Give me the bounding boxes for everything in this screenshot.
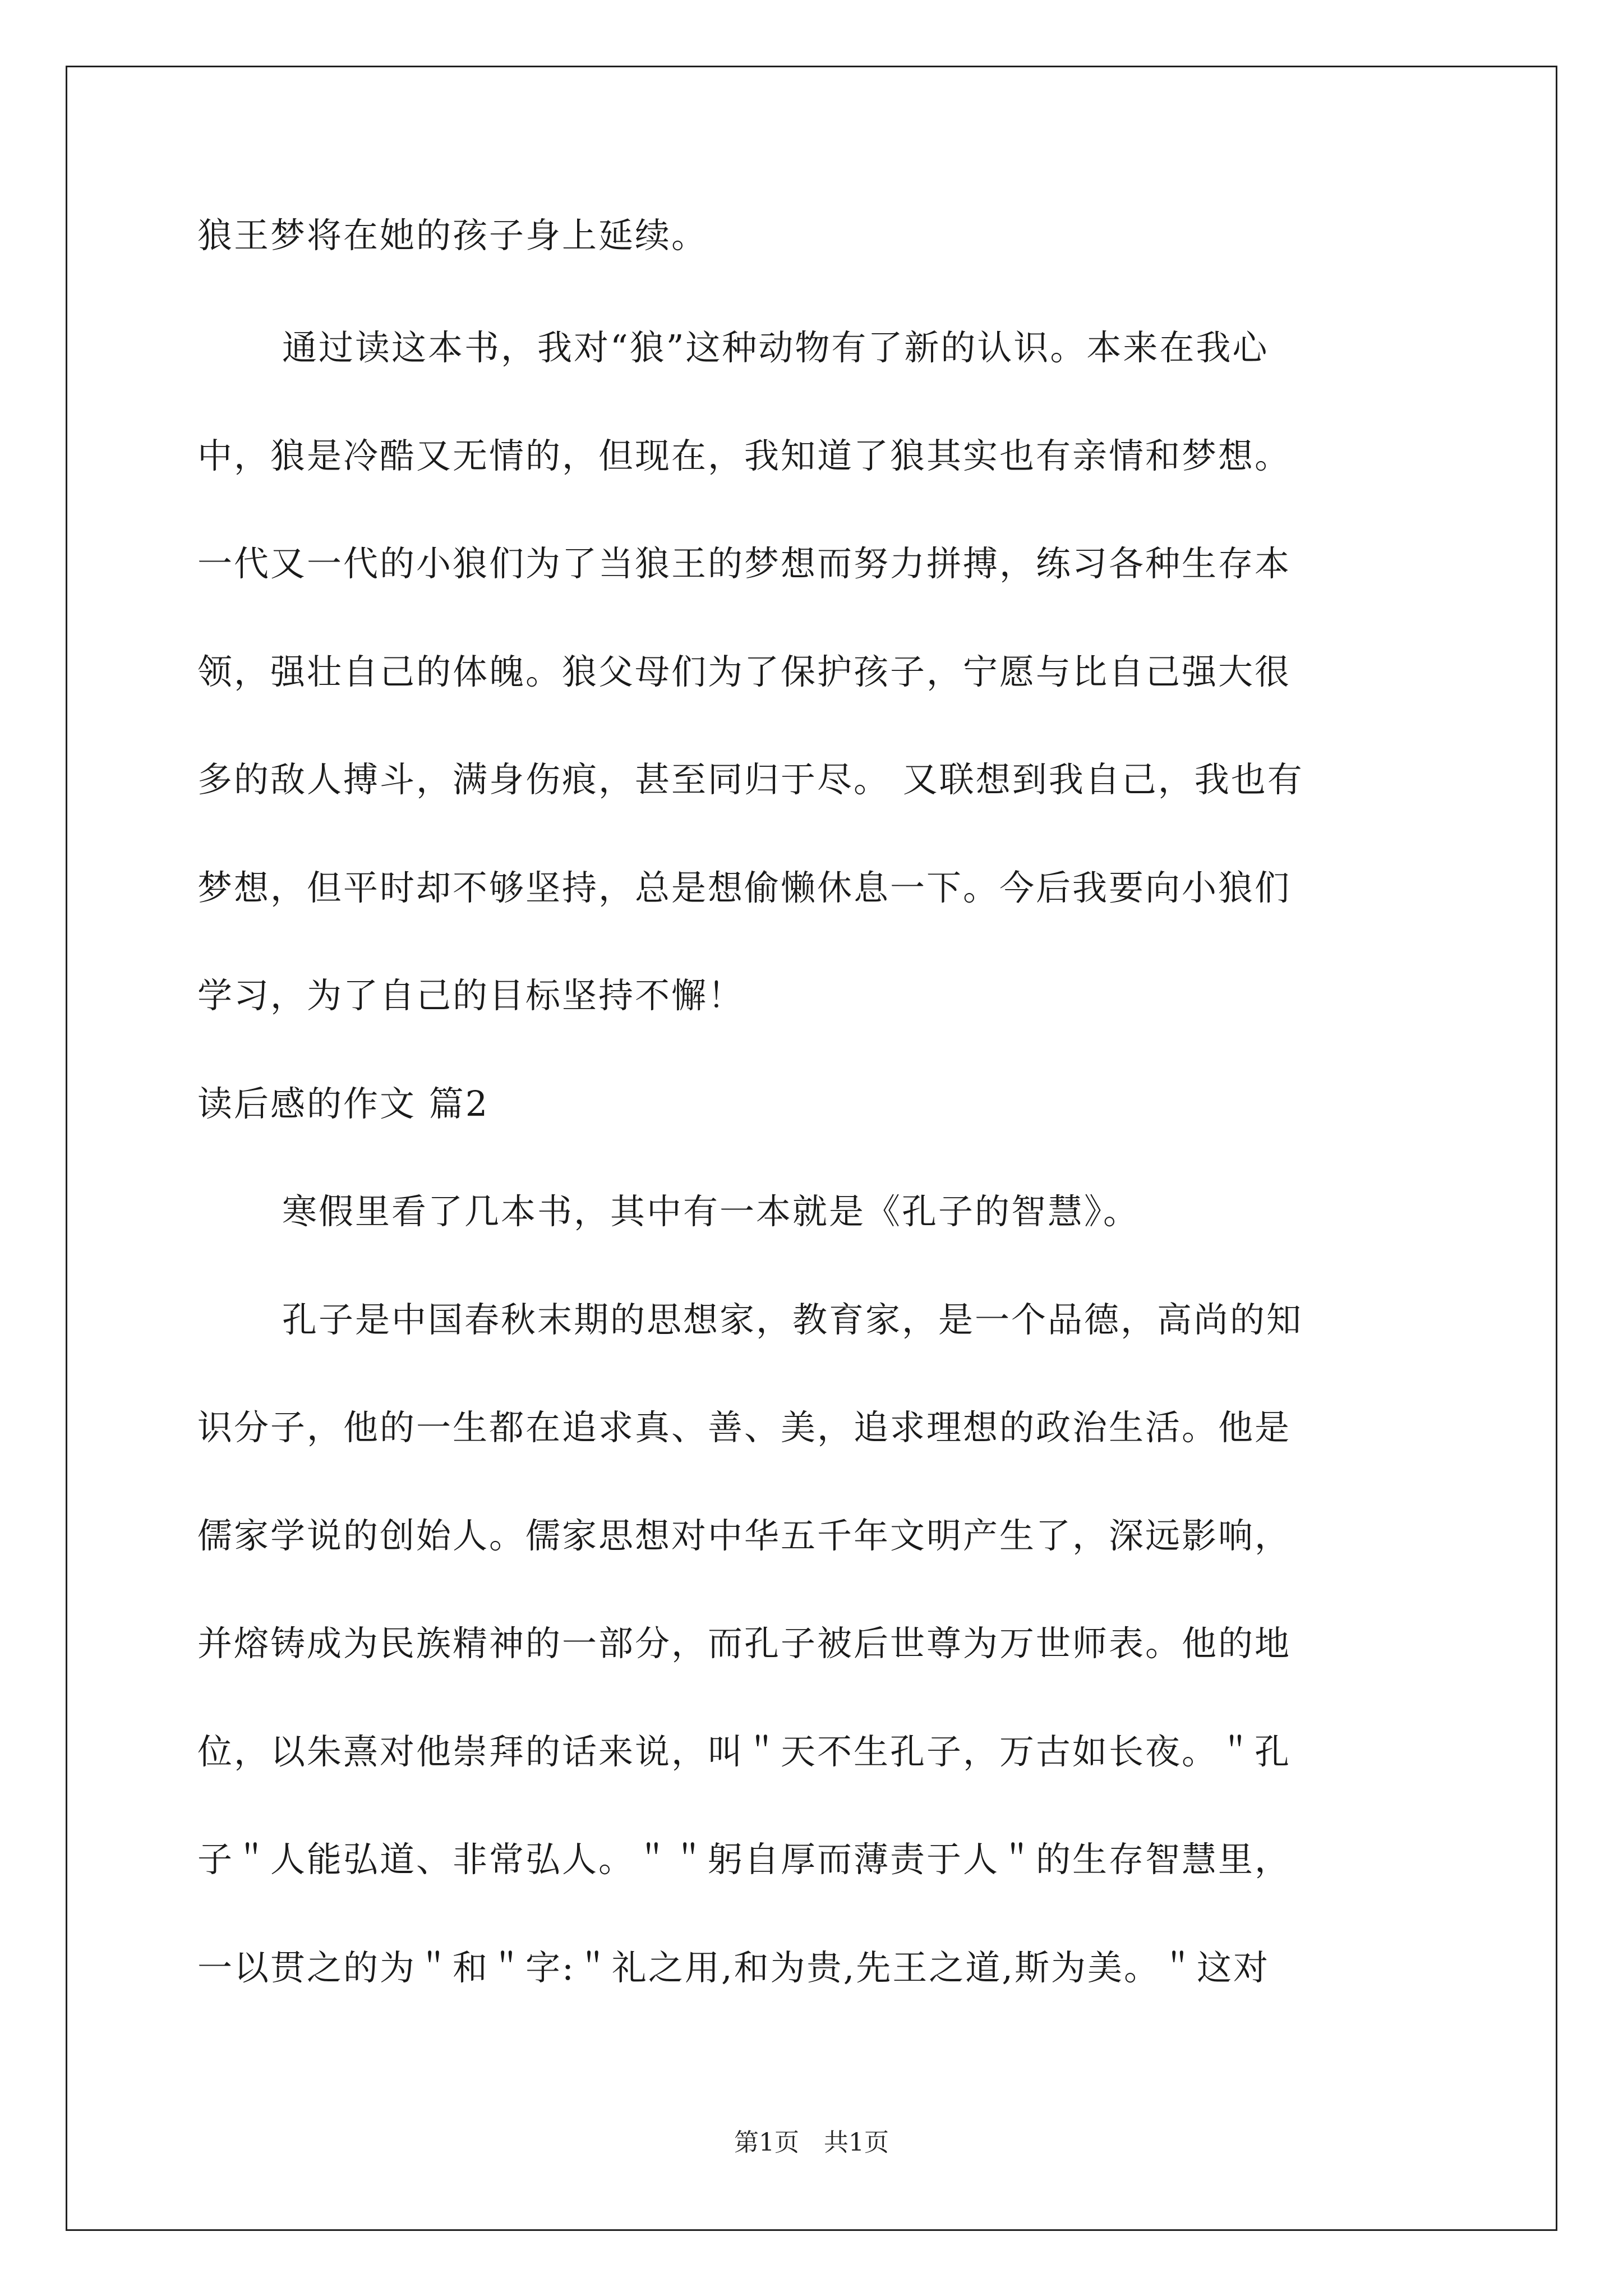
- page-border: [66, 66, 1557, 2231]
- text-line: 识分子，他的一生都在追求真、善、美，追求理想的政治生活。他是: [197, 1407, 1292, 1448]
- text-line: 儒家学说的创始人。儒家思想对中华五千年文明产生了，深远影响，: [197, 1515, 1292, 1556]
- text-line: 一代又一代的小狼们为了当狼王的梦想而努力拼搏，练习各种生存本: [197, 543, 1292, 584]
- paragraph-first-line: 通过读这本书，我对“狼”这种动物有了新的认识。本来在我心: [282, 327, 1269, 368]
- text-line: 位，以朱熹对他崇拜的话来说，叫＂天不生孔子，万古如长夜。＂孔: [197, 1731, 1292, 1772]
- section-heading: 读后感的作文 篇2: [197, 1083, 490, 1124]
- text-line: 领，强壮自己的体魄。狼父母们为了保护孩子，宁愿与比自己强大很: [197, 651, 1292, 692]
- text-line: 梦想，但平时却不够坚持，总是想偷懒休息一下。今后我要向小狼们: [197, 867, 1292, 908]
- text-line: 子＂人能弘道、非常弘人。＂＂躬自厚而薄责于人＂的生存智慧里，: [197, 1839, 1292, 1880]
- paragraph-first-line: 寒假里看了几本书，其中有一本就是《孔子的智慧》。: [282, 1191, 1140, 1232]
- paragraph-first-line: 孔子是中国春秋末期的思想家，教育家，是一个品德，高尚的知: [282, 1299, 1303, 1340]
- text-line: 学习，为了自己的目标坚持不懈！: [197, 975, 745, 1016]
- text-line: 多的敌人搏斗，满身伤痕，甚至同归于尽。 又联想到我自己，我也有: [197, 759, 1304, 800]
- text-line: 一以贯之的为＂和＂字:＂礼之用,和为贵,先王之道,斯为美。＂这对: [197, 1947, 1270, 1988]
- text-line: 狼王梦将在她的孩子身上延续。: [197, 215, 708, 256]
- page-footer: 第1页 共1页: [734, 2128, 889, 2157]
- text-line: 并熔铸成为民族精神的一部分，而孔子被后世尊为万世师表。他的地: [197, 1623, 1292, 1664]
- text-line: 中，狼是冷酷又无情的，但现在，我知道了狼其实也有亲情和梦想。: [197, 435, 1292, 476]
